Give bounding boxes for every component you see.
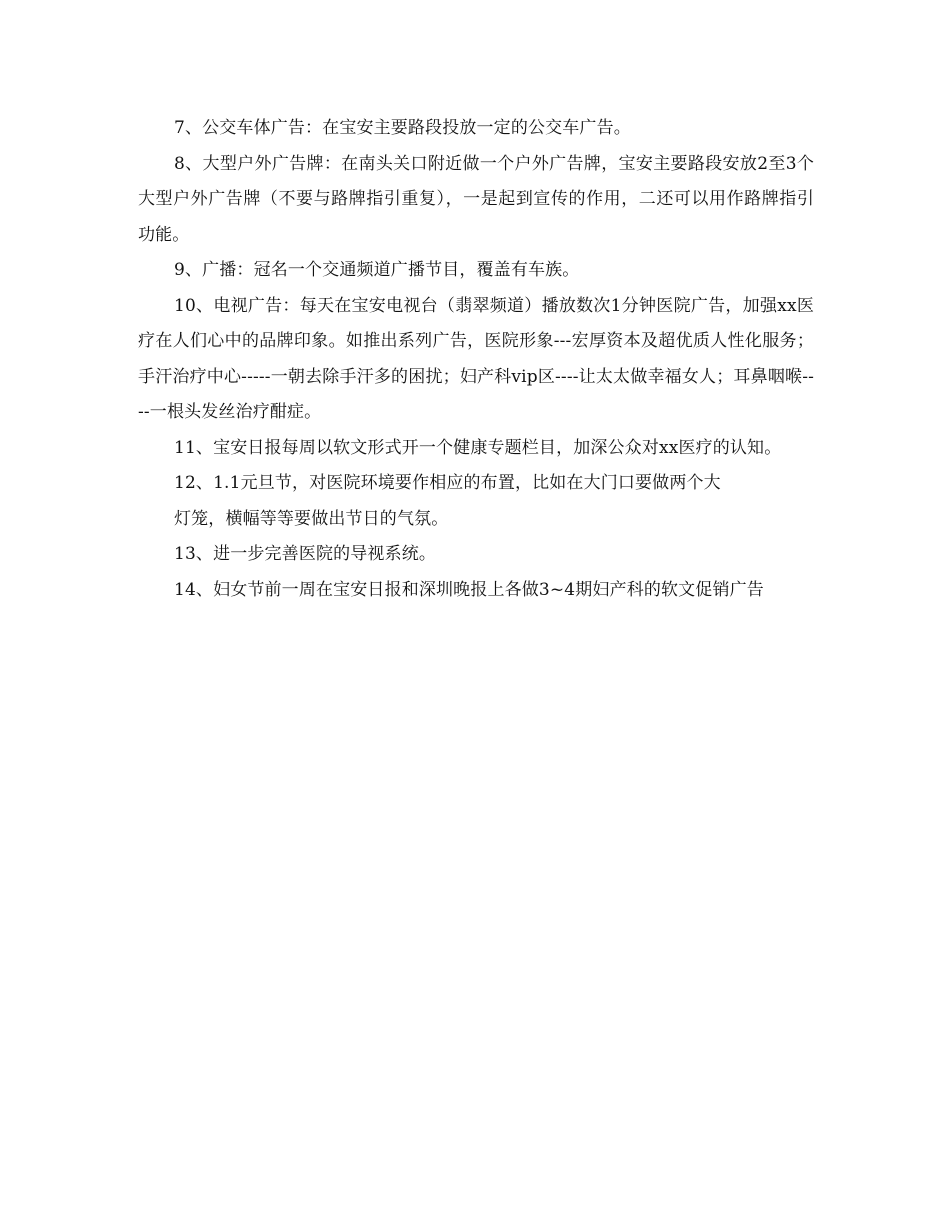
paragraph-item-12-line-2: 灯笼，横幅等等要做出节日的气氛。 xyxy=(174,508,449,529)
paragraph-item-10: 10、电视广告：每天在宝安电视台（翡翠频道）播放数次1分钟医院广告，加强xx医疗在人们心中的品牌印象。如推出系列广告，医院形象---宏厚资本及超优质人性化服务；手汗治疗中心-----一朝去除手汗多的困扰；妇产科vip区----让太太做幸福女人；耳鼻咽喉----一根头发丝治疗酣症。 xyxy=(138,295,814,422)
paragraph-item-12-line-1: 12、1.1元旦节，对医院环境要作相应的布置，比如在大门口要做两个大 xyxy=(174,473,721,493)
paragraph-item-7: 7、公交车体广告：在宝安主要路段投放一定的公交车广告。 xyxy=(174,118,631,138)
document-body xyxy=(138,111,814,608)
paragraph-item-8: 8、大型户外广告牌：在南头关口附近做一个户外广告牌，宝安主要路段安放2至3个大型户外广告牌（不要与路牌指引重复），一是起到宣传的作用，二还可以用作路牌指引功能。 xyxy=(138,153,814,245)
paragraph-item-12 xyxy=(138,466,814,537)
paragraph-item-14: 14、妇女节前一周在宝安日报和深圳晚报上各做3~4期妇产科的软文促销广告 xyxy=(174,579,764,600)
paragraph-item-11: 11、宝安日报每周以软文形式开一个健康专题栏目，加深公众对xx医疗的认知。 xyxy=(174,437,782,458)
paragraph-item-9: 9、广播：冠名一个交通频道广播节目，覆盖有车族。 xyxy=(174,260,580,280)
paragraph-item-13: 13、进一步完善医院的导视系统。 xyxy=(174,544,437,564)
